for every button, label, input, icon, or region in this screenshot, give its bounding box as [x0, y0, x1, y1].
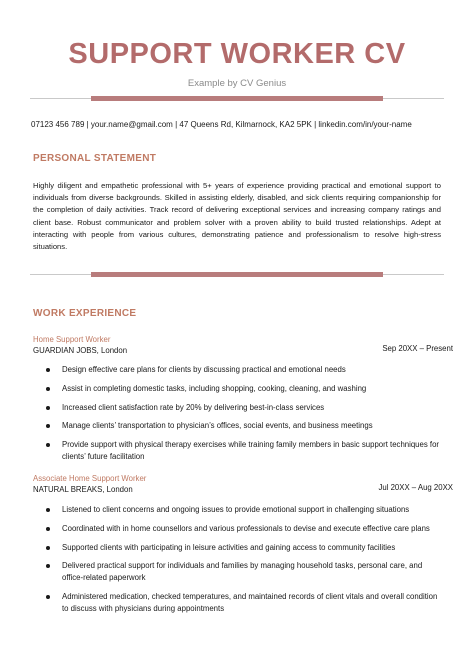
job-dates: Sep 20XX – Present [382, 344, 453, 353]
bullet-icon [46, 443, 50, 447]
bullet-text: Coordinated with in home counsellors and various professionals to devise and execute effective care plans [62, 523, 430, 533]
bullet-text: Provide support with physical therapy exercises while training family members in basic support techniques for clients’ future facilitation [62, 440, 440, 461]
work-experience-heading: WORK EXPERIENCE [33, 308, 137, 319]
list-item [42, 523, 442, 535]
bullet-icon [46, 368, 50, 372]
personal-statement-text: Highly diligent and empathetic professional with 5+ years of experience providing practical and emotional support to individuals from diverse backgrounds. Skilled in assisting elderly, disabled, and sick clients requiring companionship for the completion of daily activities. Track record of delivering exceptional services and increasing company ratings and client base. Robust communicator and problem solver with a proven ability to build trusted relationships. Adept at interacting with people from various cultures, demonstrating patience and professionalism to resolve high-stress situations. [33, 181, 441, 252]
bullet-text: Assist in completing domestic tasks, including shopping, cooking, cleaning, and washing [62, 383, 367, 393]
bullet-text: Supported clients with participating in leisure activities and gaining access to community facilities [62, 542, 396, 552]
job-title: Associate Home Support Worker [33, 474, 147, 483]
list-item [42, 383, 442, 395]
cv-title: SUPPORT WORKER CV [68, 38, 406, 70]
job-bullet-list [42, 364, 442, 463]
section-divider-accent [91, 272, 383, 277]
bullet-icon [46, 595, 50, 599]
bullet-text: Delivered practical support for individuals and families by managing household tasks, personal care, and office-related paperwork [62, 561, 423, 583]
bullet-text: Administered medication, checked temperatures, and maintained records of client vitals and overall condition to discuss with physicians during appointments [62, 591, 438, 613]
job-bullet-list [42, 504, 442, 615]
job-title: Home Support Worker [33, 335, 111, 344]
header-divider-accent [91, 96, 383, 101]
bullet-text: Design effective care plans for clients by discussing practical and emotional needs [62, 365, 346, 374]
job-dates: Jul 20XX – Aug 20XX [378, 483, 453, 492]
bullet-icon [46, 508, 50, 512]
bullet-text: Listened to client concerns and ongoing issues to provide emotional support in challenging situations [62, 505, 410, 514]
bullet-icon [46, 564, 50, 568]
list-item [42, 542, 442, 554]
personal-statement-heading: PERSONAL STATEMENT [33, 153, 157, 164]
contact-line: 07123 456 789 | your.name@gmail.com | 47 Queens Rd, Kilmarnock, KA2 5PK | linkedin.com/in/your-name [31, 120, 412, 129]
bullet-text: Manage clients’ transportation to physician’s offices, social events, and business meetings [62, 421, 373, 431]
list-item [42, 420, 442, 432]
bullet-text: Increased client satisfaction rate by 20% by delivering best-in-class services [62, 402, 325, 412]
bullet-icon [46, 406, 50, 410]
job-employer: GUARDIAN JOBS, London [33, 346, 128, 355]
bullet-icon [46, 424, 50, 428]
bullet-icon [46, 527, 50, 531]
list-item [42, 591, 442, 615]
list-item [42, 560, 442, 584]
job-employer: NATURAL BREAKS, London [33, 485, 133, 494]
list-item [42, 402, 442, 414]
list-item [42, 364, 442, 376]
bullet-icon [46, 387, 50, 391]
list-item [42, 504, 442, 516]
cv-subtitle: Example by CV Genius [187, 78, 287, 89]
list-item [42, 439, 442, 463]
bullet-icon [46, 546, 50, 550]
